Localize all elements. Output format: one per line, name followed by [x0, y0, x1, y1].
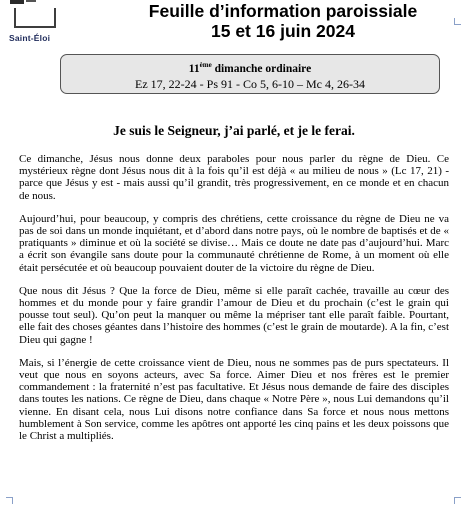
liturgy-sunday: dimanche ordinaire: [214, 62, 312, 75]
article-body: [19, 153, 449, 453]
crop-mark: [454, 18, 461, 25]
liturgy-ordinal-suffix: ème: [199, 61, 212, 69]
article-paragraph: Aujourd’hui, pour beaucoup, y compris des chrétiens, cette croissance du règne de Dieu ne va pas de soi dans un monde inquiétant, et d’abord dans notre pays, où le nombre de baptisés et de « pratiquants » diminue et où la société se divise… Mais ce doute ne date pas d’aujourd’hui. Marc a écrit son évangile sans doute pour la communauté chrétienne de Rome, à un moment où elle était persécutée et où beaucoup pouvaient douter de la victoire du règne de Dieu.: [19, 212, 449, 274]
page-date: 15 et 16 juin 2024: [211, 21, 355, 41]
church-logo-icon: [4, 0, 62, 30]
article-heading: Je suis le Seigneur, j’ai parlé, et je le ferai.: [113, 123, 355, 138]
page-title: Feuille d’information paroissiale: [148, 1, 418, 21]
article-paragraph: Ce dimanche, Jésus nous donne deux paraboles pour nous parler du règne de Dieu. Ce mystérieux règne dont Jésus nous dit à la fois qu’il est déjà « au milieu de nous » (Lc 17, 21) - parce que Jésus y est - mais aussi qu’il grandit, très progressivement, en ce monde et en chacun de nous.: [19, 153, 449, 202]
article-paragraph: Que nous dit Jésus ? Que la force de Dieu, même si elle paraît cachée, travaille au cœur des hommes et du monde pour y faire grandir l’amour de Dieu et du prochain (c’est le grain qui pousse tout seul). Qu’on peut la manquer ou même la mépriser tant elle paraît faible. Pourtant, elle fait des choses géantes dans l’histoire des hommes (c’est le grain de moutarde). A la fin, c’est Dieu qui gagne !: [19, 284, 449, 346]
liturgy-title: [61, 58, 439, 76]
parish-logo: [0, 0, 74, 54]
crop-mark: [454, 497, 461, 504]
crop-mark: [6, 497, 13, 504]
liturgy-box: [60, 54, 440, 94]
liturgy-readings: Ez 17, 22-24 - Ps 91 - Co 5, 6-10 – Mc 4, 26-34: [135, 76, 365, 91]
liturgy-ordinal: 11: [188, 62, 200, 75]
article-paragraph: Mais, si l’énergie de cette croissance vient de Dieu, nous ne sommes pas de purs spectateurs. Il veut que nous en soyons acteurs, avec Sa force. Aimer Dieu et nos frères est le premier commandement : la fraternité n’est pas facultative. Et Jésus nous demande de faire des disciples dans toutes les nations. Ce règne de Dieu, dans chaque « Notre Père », nous Lui demandons qu’il vienne. En disant cela, nous Lui disons notre confiance dans Sa force et nous nous mettons humblement à Son service, comme les apôtres ont apporté les cinq pains et les deux poissons que le Christ a multipliés.: [19, 356, 449, 443]
logo-label: Saint-Éloi: [9, 33, 51, 43]
